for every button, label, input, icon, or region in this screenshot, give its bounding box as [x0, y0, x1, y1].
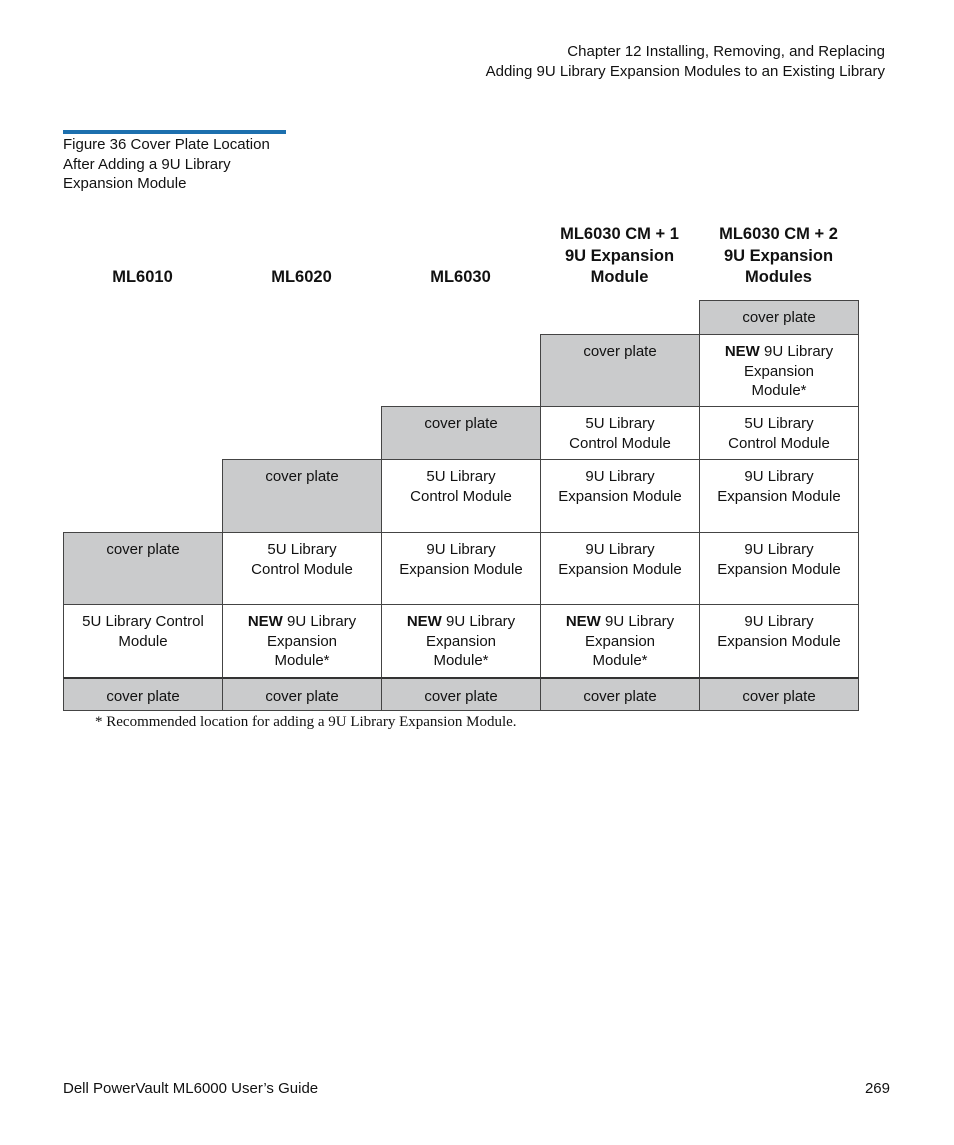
column-header-line: 9U Expansion — [564, 246, 675, 265]
new-expansion-module-cell — [540, 604, 700, 678]
caption-line: Figure 36 Cover Plate Location — [63, 136, 270, 153]
cell-line: 5U Library — [585, 415, 655, 432]
cell-line: Expansion — [425, 632, 497, 650]
cell-line: Expansion — [266, 632, 338, 650]
column-header-line: ML6030 CM + 1 — [560, 225, 679, 243]
cover-plate-cell: cover plate — [540, 677, 700, 711]
column-header-ml6030-cm2 — [699, 224, 858, 289]
cover-plate-cell: cover plate — [63, 677, 223, 711]
cell-line: 9U Library — [744, 541, 814, 558]
column-header-line: Modules — [745, 268, 812, 286]
control-module-cell — [222, 532, 382, 605]
control-module-cell — [381, 459, 541, 533]
cell-line: Expansion Module — [717, 632, 841, 650]
cover-plate-cell: cover plate — [540, 334, 700, 407]
cell-line: Expansion Module — [717, 487, 841, 505]
cell-text: 9U Library — [441, 613, 516, 630]
cell-line: Expansion Module — [717, 560, 841, 578]
new-label: NEW — [565, 613, 601, 630]
cell-line: 9U Library — [585, 468, 655, 485]
cell-line: Control Module — [410, 487, 512, 505]
cover-plate-cell: cover plate — [63, 532, 223, 605]
cover-plate-cell: cover plate — [222, 459, 382, 533]
document-title-footer: Dell PowerVault ML6000 User’s Guide — [63, 1080, 319, 1097]
figure-caption — [63, 135, 303, 194]
expansion-module-cell — [540, 532, 700, 605]
control-module-cell — [63, 604, 223, 678]
cell-line: 5U Library — [267, 541, 337, 558]
cell-line — [706, 342, 852, 362]
cell-line: Expansion — [743, 362, 815, 380]
column-header-line: 9U Expansion — [723, 246, 834, 265]
cell-line — [547, 612, 693, 632]
new-label: NEW — [247, 613, 283, 630]
column-header-ml6030-cm1 — [540, 224, 699, 289]
new-expansion-module-cell — [381, 604, 541, 678]
cell-line: Module* — [592, 652, 648, 669]
caption-line: Expansion Module — [63, 175, 187, 192]
cover-plate-cell: cover plate — [381, 677, 541, 711]
expansion-module-cell — [699, 532, 859, 605]
cell-line: Control Module — [569, 434, 671, 452]
cell-line: Expansion — [584, 632, 656, 650]
cell-line: 9U Library — [744, 613, 814, 630]
page-number: 269 — [864, 1080, 890, 1097]
cell-line: Expansion Module — [399, 560, 523, 578]
new-label: NEW — [724, 343, 760, 360]
cell-line — [388, 612, 534, 632]
new-expansion-module-cell — [699, 334, 859, 407]
column-header-line: Module — [590, 268, 649, 286]
cell-line: Module* — [751, 382, 807, 399]
column-header-ml6010: ML6010 — [112, 268, 173, 286]
cover-plate-cell: cover plate — [699, 300, 859, 335]
expansion-module-cell — [699, 604, 859, 678]
cell-line: Module — [118, 632, 168, 650]
control-module-cell — [699, 406, 859, 460]
cell-line: Module* — [274, 652, 330, 669]
column-header-ml6030: ML6030 — [430, 268, 491, 286]
cell-line: 9U Library — [744, 468, 814, 485]
cell-line: 5U Library — [426, 468, 496, 485]
section-header: Adding 9U Library Expansion Modules to an Existing Library — [485, 63, 885, 80]
cell-line: Module* — [433, 652, 489, 669]
cell-line: Expansion Module — [558, 560, 682, 578]
control-module-cell — [540, 406, 700, 460]
cell-line: 9U Library — [585, 541, 655, 558]
cell-line: Control Module — [251, 560, 353, 578]
new-expansion-module-cell — [222, 604, 382, 678]
cell-text: 9U Library — [759, 343, 834, 360]
cell-line: 9U Library — [426, 541, 496, 558]
expansion-module-cell — [699, 459, 859, 533]
column-header-line: ML6030 CM + 2 — [719, 225, 838, 243]
expansion-module-cell — [540, 459, 700, 533]
figure-footnote: * Recommended location for adding a 9U Library Expansion Module. — [95, 714, 517, 730]
cell-line: 5U Library — [744, 415, 814, 432]
cell-line: Control Module — [728, 434, 830, 452]
caption-line: After Adding a 9U Library — [63, 155, 231, 173]
cell-text: 9U Library — [600, 613, 675, 630]
cover-plate-cell: cover plate — [222, 677, 382, 711]
figure-rule — [63, 130, 286, 134]
new-label: NEW — [406, 613, 442, 630]
cell-line: Expansion Module — [558, 487, 682, 505]
cover-plate-cell: cover plate — [699, 677, 859, 711]
chapter-header: Chapter 12 Installing, Removing, and Replacing — [567, 43, 885, 60]
cover-plate-cell: cover plate — [381, 406, 541, 460]
cell-text: 9U Library — [282, 613, 357, 630]
column-header-ml6020: ML6020 — [271, 268, 332, 286]
cell-line — [229, 612, 375, 632]
cell-line: 5U Library Control — [82, 613, 204, 630]
expansion-module-cell — [381, 532, 541, 605]
